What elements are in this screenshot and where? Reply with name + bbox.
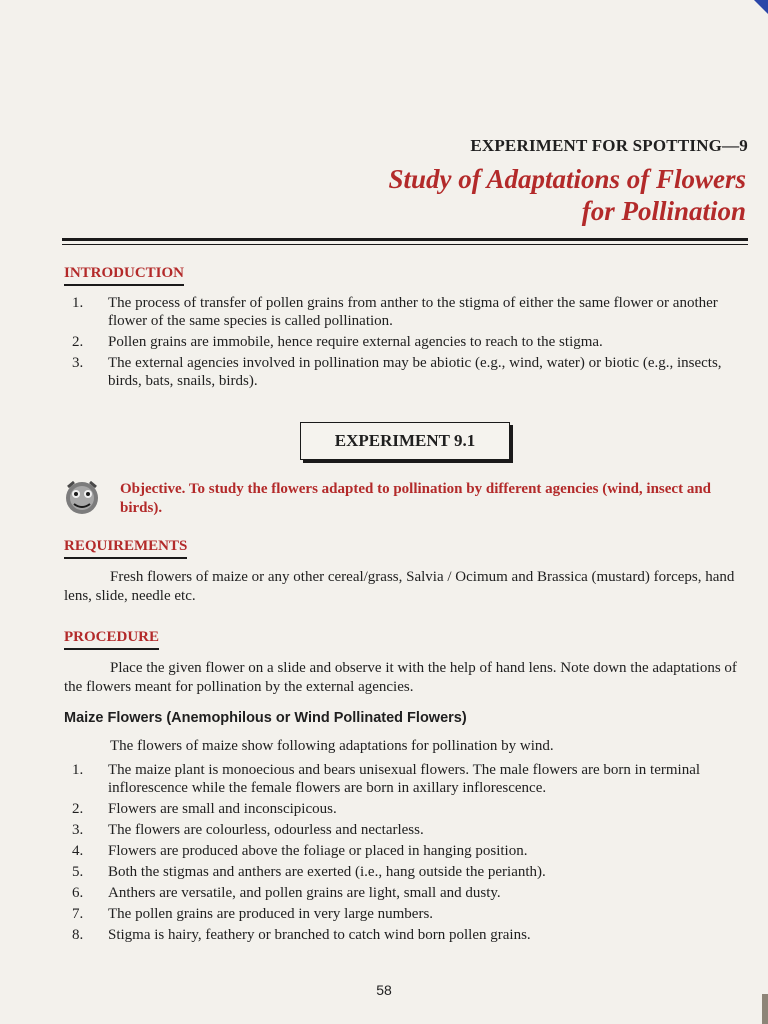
experiment-label: EXPERIMENT FOR SPOTTING—9 <box>470 136 748 155</box>
procedure-heading: PROCEDURE <box>64 629 159 650</box>
procedure-text: Place the given flower on a slide and observe it with the help of hand lens. Note down the adaptations of the flowers meant for pollination by the external agencies. <box>64 660 737 695</box>
title-line-1: Study of Adaptations of Flowers <box>388 164 746 194</box>
title-rule-thick <box>62 238 748 241</box>
introduction-heading: INTRODUCTION <box>64 265 184 286</box>
list-item: 2. Pollen grains are immobile, hence require external agencies to reach to the stigma. <box>72 334 603 350</box>
objective-icon <box>62 477 102 517</box>
objective-text: Objective. To study the flowers adapted to pollination by different agencies (wind, insect and birds). <box>120 481 711 516</box>
experiment-number-box: EXPERIMENT 9.1 <box>300 422 510 460</box>
corner-mark <box>754 0 768 14</box>
maize-heading: Maize Flowers (Anemophilous or Wind Pollinated Flowers) <box>64 710 467 726</box>
list-item: 1. The process of transfer of pollen grains from anther to the stigma of either the same flower or another flower of the same species is called pollination. <box>72 295 718 329</box>
maize-adaptations-list <box>64 761 750 947</box>
list-item: 7. The pollen grains are produced in very large numbers. <box>72 906 434 922</box>
maize-intro: The flowers of maize show following adaptations for pollination by wind. <box>110 738 554 754</box>
page-number: 58 <box>376 982 392 998</box>
requirements-text: Fresh flowers of maize or any other cereal/grass, Salvia / Ocimum and Brassica (mustard) forceps, hand lens, slide, needle etc. <box>64 569 735 604</box>
list-item: 2. Flowers are small and inconscipicous. <box>72 801 337 817</box>
page-title <box>388 163 746 227</box>
list-item: 8. Stigma is hairy, feathery or branched to catch wind born pollen grains. <box>72 927 531 943</box>
title-line-2: for Pollination <box>581 196 746 226</box>
list-item: 3. The external agencies involved in pollination may be abiotic (e.g., wind, water) or biotic (e.g., insects, birds, bats, snails, birds). <box>72 355 722 389</box>
requirements-heading: REQUIREMENTS <box>64 538 187 559</box>
title-rule-thin <box>62 244 748 245</box>
list-item: 3. The flowers are colourless, odourless and nectarless. <box>72 822 424 838</box>
list-item: 4. Flowers are produced above the foliage or placed in hanging position. <box>72 843 528 859</box>
introduction-list <box>64 294 750 393</box>
list-item: 6. Anthers are versatile, and pollen grains are light, small and dusty. <box>72 885 501 901</box>
page-edge <box>762 994 768 1024</box>
list-item: 5. Both the stigmas and anthers are exerted (i.e., hang outside the perianth). <box>72 864 546 880</box>
list-item: 1. The maize plant is monoecious and bears unisexual flowers. The male flowers are born in terminal inflorescence while the female flowers are born in axillary inflorescence. <box>72 762 701 796</box>
